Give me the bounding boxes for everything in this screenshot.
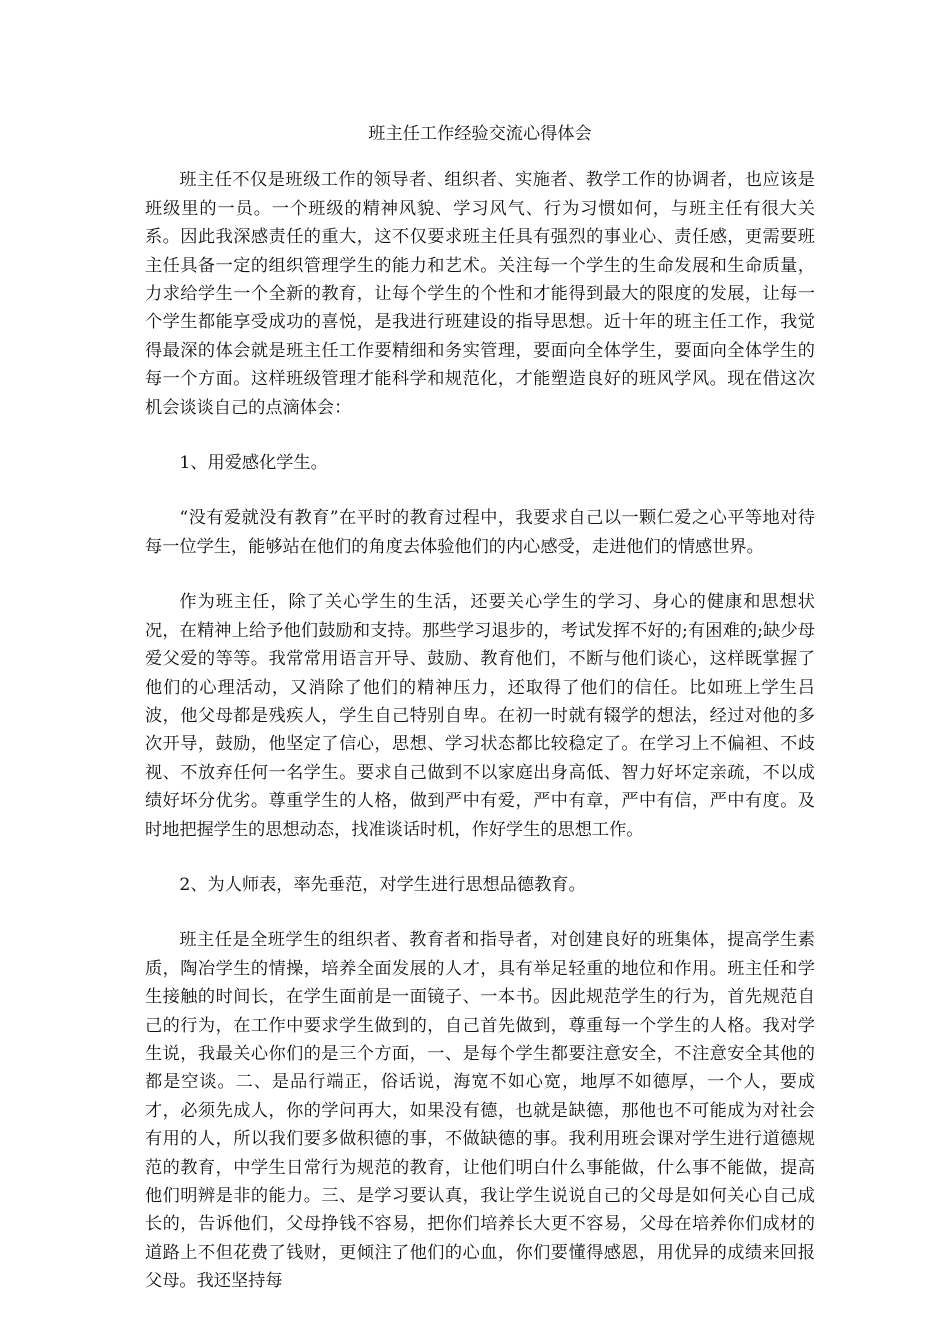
paragraph-love-education: “没有爱就没有教育”在平时的教育过程中，我要求自己以一颗仁爱之心平等地对待每一位学生，能够站在他们的角度去体验他们的内心感受，走进他们的情感世界。 [145, 508, 815, 557]
section-heading-2: 2、为人师表，率先垂范，对学生进行思想品德教育。 [179, 874, 586, 895]
document-title: 班主任工作经验交流心得体会 [368, 124, 592, 144]
section-heading-1: 1、用爱感化学生。 [179, 453, 328, 474]
paragraph-student-care: 作为班主任，除了关心学生的生活，还要关心学生的学习、身心的健康和思想状况，在精神上给予他们鼓励和支持。那些学习退步的，考试发挥不好的;有困难的;缺少母爱父爱的等等。我常常用语言开导、鼓励、教育他们，不断与他们谈心，这样既掌握了他们的心理活动，又消除了他们的精神压力，还取得了他们的信任。比如班上学生吕波，他父母都是残疾人，学生自己特别自卑。在初一时就有辍学的想法，经过对他的多次开导，鼓励，他坚定了信心，思想、学习状态都比较稳定了。在学习上不偏袒、不歧视、不放弃任何一名学生。要求自己做到不以家庭出身高低、智力好坏定亲疏，不以成绩好坏分优劣。尊重学生的人格，做到严中有爱，严中有章，严中有信，严中有度。及时地把握学生的思想动态，找准谈话时机，作好学生的思想工作。 [145, 592, 815, 840]
document-body [145, 120, 815, 1296]
paragraph-role-model: 班主任是全班学生的组织者、教育者和指导者，对创建良好的班集体，提高学生素质，陶冶学生的情操，培养全面发展的人才，具有举足轻重的地位和作用。班主任和学生接触的时间长，在学生面前是一面镜子、一本书。因此规范学生的行为，首先规范自己的行为，在工作中要求学生做到的，自己首先做到，尊重每一个学生的人格。我对学生说，我最关心你们的是三个方面，一、是每个学生都要注意安全，不注意安全其他的都是空谈。二、是品行端正，俗话说，海宽不如心宽，地厚不如德厚，一个人，要成才，必须先成人，你的学问再大，如果没有德，也就是缺德，那他也不可能成为对社会有用的人，所以我们要多做积德的事，不做缺德的事。我利用班会课对学生进行道德规范的教育，中学生日常行为规范的教育，让他们明白什么事能做，什么事不能做，提高他们明辨是非的能力。三、是学习要认真，我让学生说说自己的父母是如何关心自己成长的，告诉他们，父母挣钱不容易，把你们培养长大更不容易，父母在培养你们成材的道路上不但花费了钱财，更倾注了他们的心血，你们要懂得感恩，用优异的成绩来回报父母。我还坚持每 [145, 930, 815, 1292]
paragraph-intro: 班主任不仅是班级工作的领导者、组织者、实施者、教学工作的协调者，也应该是班级里的一员。一个班级的精神风貌、学习风气、行为习惯如何，与班主任有很大关系。因此我深感责任的重大，这不仅要求班主任具有强烈的事业心、责任感，更需要班主任具备一定的组织管理学生的能力和艺术。关注每一个学生的生命发展和生命质量，力求给学生一个全新的教育，让每个学生的个性和才能得到最大的限度的发展，让每一个学生都能享受成功的喜悦，是我进行班建设的指导思想。近十年的班主任工作，我觉得最深的体会就是班主任工作要精细和务实管理，要面向全体学生，要面向全体学生的每一个方面。这样班级管理才能科学和规范化，才能塑造良好的班风学风。现在借这次机会谈谈自己的点滴体会： [145, 170, 815, 418]
